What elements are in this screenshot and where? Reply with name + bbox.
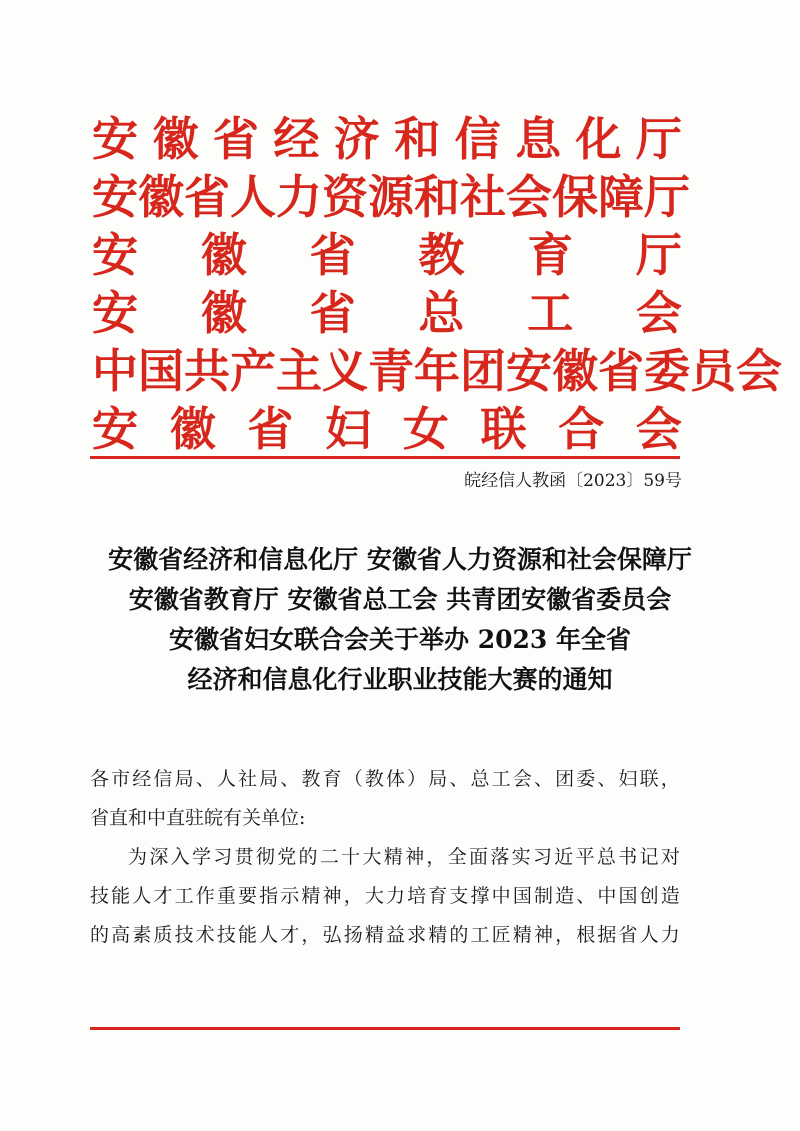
text-char: 彻 [255, 846, 275, 868]
text-char: 会 [512, 768, 532, 790]
text-char: 会 [506, 170, 552, 224]
text-char: 共 [184, 344, 230, 398]
text-char: 市 [111, 768, 131, 790]
text-char: 委 [576, 768, 596, 790]
text-char: 二 [319, 846, 339, 868]
text-char: 局 [259, 768, 279, 790]
text-char: 据 [597, 924, 617, 946]
text-char: 撑 [470, 885, 490, 907]
text-char: 力 [660, 924, 680, 946]
text-char: 能 [237, 924, 257, 946]
text-char: 各 [90, 768, 110, 790]
text-char: 会 [736, 344, 782, 398]
issuer-text [92, 168, 690, 226]
text-char: 厅 [635, 112, 682, 166]
paragraph-line [90, 916, 680, 955]
text-char: 育 [322, 768, 342, 790]
text-char: 省 [184, 170, 230, 224]
text-char: 教 [301, 768, 321, 790]
notice-body [90, 760, 690, 955]
text-char: 培 [407, 885, 427, 907]
text-char: 神 [533, 924, 553, 946]
text-char: 社 [237, 768, 257, 790]
text-char: 造 [555, 885, 575, 907]
text-char: ， [555, 924, 575, 946]
text-char: 才 [153, 885, 173, 907]
text-char: 匠 [491, 924, 511, 946]
footer-divider [90, 1027, 680, 1030]
text-char: 会 [635, 286, 682, 340]
text-char: 入 [170, 846, 190, 868]
issuer-line [92, 400, 692, 458]
text-char: 指 [259, 885, 279, 907]
text-char: ， [343, 885, 363, 907]
text-char: 安 [92, 112, 138, 166]
issuer-text [92, 400, 682, 458]
issuer-text [92, 342, 782, 400]
text-char: 神 [322, 885, 342, 907]
text-char: ， [660, 768, 680, 790]
text-char: 安 [92, 170, 138, 224]
text-char: 厅 [635, 228, 682, 282]
text-char: 委 [644, 344, 690, 398]
text-char: 大 [364, 885, 384, 907]
text-char: 的 [449, 924, 469, 946]
text-char: 团 [555, 768, 575, 790]
text-char: 支 [449, 885, 469, 907]
text-char: （ [343, 768, 363, 790]
text-char: 工 [491, 768, 511, 790]
header-divider [90, 456, 680, 459]
text-char: 国 [512, 885, 532, 907]
text-char: 育 [527, 228, 574, 282]
text-char: 员 [690, 344, 736, 398]
text-char: 体 [385, 768, 405, 790]
text-char: 经 [132, 768, 152, 790]
text-char: 、 [195, 768, 215, 790]
text-char: 总 [418, 286, 465, 340]
issuing-authorities [92, 110, 782, 458]
text-char: 深 [149, 846, 169, 868]
text-char: 的 [298, 846, 318, 868]
text-char: 落 [490, 846, 510, 868]
title-line: 经济和信息化行业职业技能大赛的通知 [187, 665, 613, 694]
title-line: 安徽省教育厅 安徽省总工会 共青团安徽省委员会 [128, 585, 672, 614]
issuer-line [92, 168, 692, 226]
text-char: 造 [660, 885, 680, 907]
text-char: 人 [132, 885, 152, 907]
text-char: 大 [362, 846, 382, 868]
text-char: 益 [385, 924, 405, 946]
title-line: 安徽省经济和信息化厅 安徽省人力资源和社会保障厅 [108, 545, 692, 574]
text-char: 近 [554, 846, 574, 868]
text-char: 记 [639, 846, 659, 868]
text-char: 障 [598, 170, 644, 224]
document-number: 皖经信人教函〔2023〕59号 [464, 471, 682, 491]
text-char: 全 [447, 846, 467, 868]
text-char: 能 [111, 885, 131, 907]
text-char: 国 [138, 344, 184, 398]
text-char: 联 [480, 402, 527, 456]
text-char: 、 [597, 768, 617, 790]
text-char: 书 [618, 846, 638, 868]
text-char: 国 [618, 885, 638, 907]
text-char: 作 [195, 885, 215, 907]
text-char: 徽 [552, 344, 598, 398]
issuer-text [92, 110, 682, 168]
text-char: 育 [428, 885, 448, 907]
text-char: 徽 [200, 286, 247, 340]
text-char: 徽 [152, 112, 199, 166]
text-char: 、 [449, 768, 469, 790]
text-char: 安 [92, 228, 138, 282]
paragraph-line [90, 877, 680, 916]
text-char: 、 [576, 885, 596, 907]
text-char: 精 [301, 885, 321, 907]
paragraph-line [90, 838, 680, 877]
text-char: 求 [407, 924, 427, 946]
text-char: 术 [195, 924, 215, 946]
issuer-text [92, 284, 682, 342]
text-char: 为 [128, 846, 148, 868]
text-char: 制 [533, 885, 553, 907]
text-char: 力 [276, 170, 322, 224]
paragraph [90, 838, 690, 955]
text-char: 精 [383, 846, 403, 868]
text-char: 息 [515, 112, 562, 166]
text-char: 总 [470, 768, 490, 790]
text-char: 信 [454, 112, 501, 166]
text-char: 教 [418, 228, 465, 282]
text-char: ， [426, 846, 446, 868]
text-char: 源 [368, 170, 414, 224]
text-char: 省 [598, 344, 644, 398]
text-char: 技 [216, 924, 236, 946]
text-char: 习 [213, 846, 233, 868]
text-char: 人 [230, 170, 276, 224]
text-char: 省 [212, 112, 259, 166]
text-char: 平 [575, 846, 595, 868]
text-char: 党 [277, 846, 297, 868]
text-char: 妇 [618, 768, 638, 790]
text-char: 女 [402, 402, 449, 456]
text-char: 精 [364, 924, 384, 946]
issuer-line [92, 226, 692, 284]
text-char: 、 [280, 768, 300, 790]
text-char: 人 [639, 924, 659, 946]
text-char: 扬 [343, 924, 363, 946]
text-char: 团 [460, 344, 506, 398]
text-char: 安 [92, 402, 138, 456]
text-char: ） [407, 768, 427, 790]
text-char: 化 [575, 112, 622, 166]
text-char: 、 [533, 768, 553, 790]
issuer-text [92, 226, 682, 284]
text-char: 信 [153, 768, 173, 790]
text-char: 义 [322, 344, 368, 398]
text-char: 保 [552, 170, 598, 224]
text-char: 局 [428, 768, 448, 790]
text-char: 济 [333, 112, 380, 166]
text-char: 人 [216, 768, 236, 790]
text-char: 徽 [169, 402, 216, 456]
text-char: 中 [597, 885, 617, 907]
text-char: 徽 [200, 228, 247, 282]
text-char: 厅 [644, 170, 690, 224]
text-char: 联 [639, 768, 659, 790]
text-char: 教 [364, 768, 384, 790]
text-char: 精 [512, 924, 532, 946]
text-char: 素 [132, 924, 152, 946]
text-char: 学 [191, 846, 211, 868]
text-char: 根 [576, 924, 596, 946]
text-char: 资 [322, 170, 368, 224]
salutation-line: 省直和中直驻皖有关单位: [90, 807, 306, 829]
text-char: 经 [273, 112, 320, 166]
text-char: 面 [469, 846, 489, 868]
text-char: ， [301, 924, 321, 946]
text-char: 局 [174, 768, 194, 790]
text-char: 对 [660, 846, 680, 868]
text-char: 才 [280, 924, 300, 946]
issuer-line [92, 342, 782, 400]
text-char: 工 [527, 286, 574, 340]
text-char: 质 [153, 924, 173, 946]
text-char: 妇 [325, 402, 372, 456]
text-char: 实 [511, 846, 531, 868]
text-char: 人 [259, 924, 279, 946]
text-char: 示 [280, 885, 300, 907]
issuer-line [92, 284, 692, 342]
issuer-line [92, 110, 692, 168]
text-char: 弘 [322, 924, 342, 946]
text-char: 和 [414, 170, 460, 224]
text-char: 安 [506, 344, 552, 398]
text-char: 高 [111, 924, 131, 946]
text-char: 中 [92, 344, 138, 398]
text-char: 安 [92, 286, 138, 340]
text-char: 工 [174, 885, 194, 907]
text-char: 工 [470, 924, 490, 946]
text-char: 力 [385, 885, 405, 907]
text-char: 青 [368, 344, 414, 398]
text-char: 省 [309, 286, 356, 340]
text-char: 会 [635, 402, 682, 456]
text-char: 省 [309, 228, 356, 282]
text-char: 产 [230, 344, 276, 398]
salutation [90, 760, 690, 838]
text-char: 精 [428, 924, 448, 946]
text-char: 中 [491, 885, 511, 907]
text-char: 贯 [234, 846, 254, 868]
title-line: 安徽省妇女联合会关于举办 2023 年全省 [169, 625, 631, 654]
text-char: 省 [618, 924, 638, 946]
text-char: 总 [596, 846, 616, 868]
text-char: 神 [405, 846, 425, 868]
text-char: 重 [216, 885, 236, 907]
text-char: 主 [276, 344, 322, 398]
text-char: 十 [341, 846, 361, 868]
text-char: 省 [247, 402, 294, 456]
text-char: 年 [414, 344, 460, 398]
notice-title [80, 540, 720, 700]
text-char: 习 [532, 846, 552, 868]
text-char: 创 [639, 885, 659, 907]
text-char: 的 [90, 924, 110, 946]
text-char: 和 [394, 112, 441, 166]
text-char: 徽 [138, 170, 184, 224]
text-char: 技 [174, 924, 194, 946]
text-char: 要 [237, 885, 257, 907]
text-char: 合 [558, 402, 605, 456]
text-char: 技 [90, 885, 110, 907]
text-char: 社 [460, 170, 506, 224]
salutation-line [90, 760, 680, 799]
